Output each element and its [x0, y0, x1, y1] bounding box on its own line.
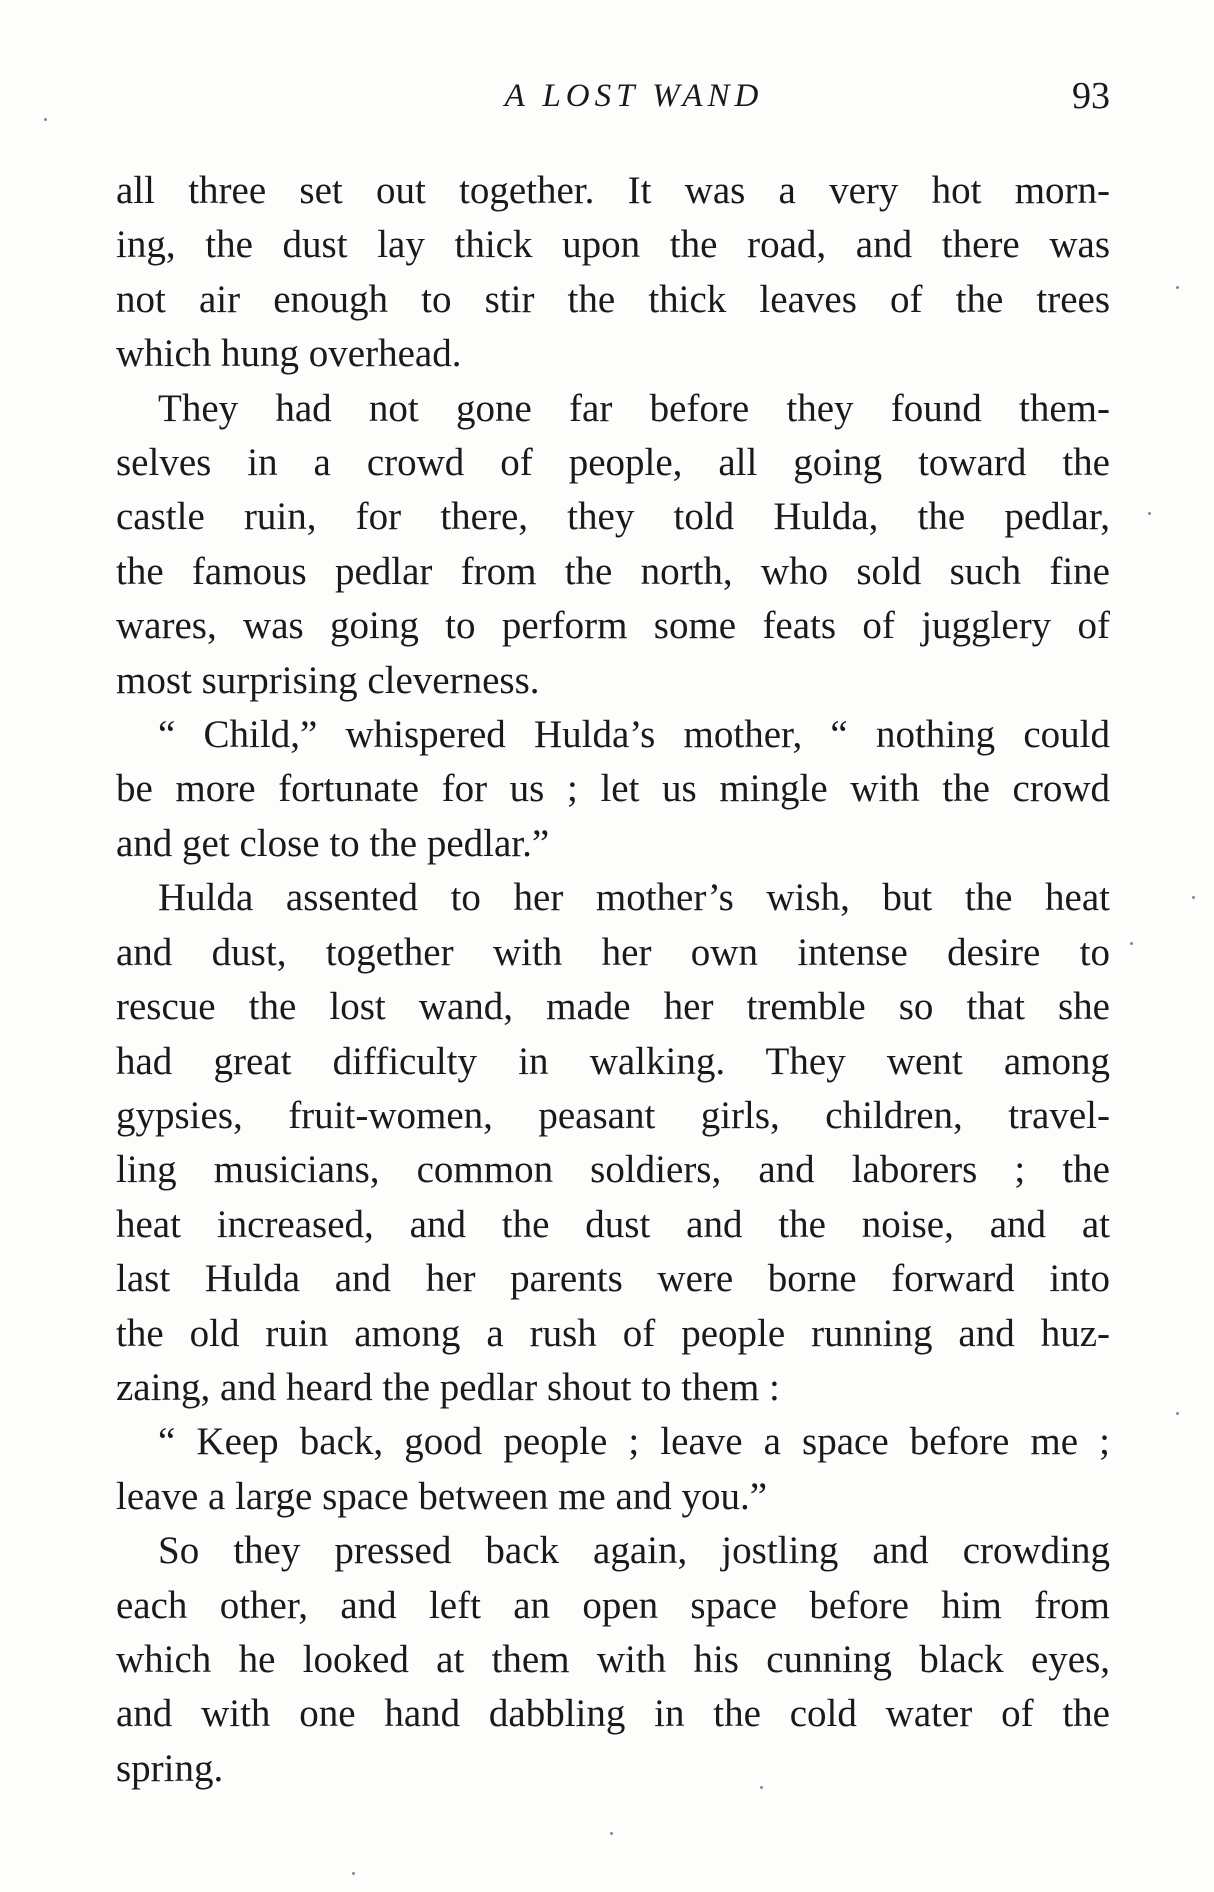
text-line: most surprising cleverness. [116, 658, 540, 702]
paper-speck [1148, 512, 1151, 515]
paper-speck [610, 1832, 613, 1835]
paper-speck [1176, 1412, 1179, 1415]
text-line: “ Child,” whispered Hulda’s mother, “ nothing could [158, 713, 1110, 757]
running-head [118, 75, 1110, 126]
text-line: last Hulda and her parents were borne forward into [116, 1257, 1110, 1301]
text-line: be more fortunate for us ; let us mingle with the crowd [116, 767, 1110, 811]
paper-speck [44, 118, 47, 121]
paragraph-1 [116, 164, 1110, 382]
text-line: Hulda assented to her mother’s wish, but the heat [158, 876, 1110, 920]
text-line: leave a large space between me and you.” [116, 1474, 768, 1518]
paragraph-6 [116, 1524, 1110, 1796]
text-line: selves in a crowd of people, all going toward the [116, 441, 1110, 485]
paper-speck [1176, 286, 1179, 289]
paragraph-3 [116, 708, 1110, 871]
text-line: gypsies, fruit-women, peasant girls, children, travel- [116, 1093, 1110, 1137]
body-text [116, 164, 1110, 1796]
text-line: So they pressed back again, jostling and crowding [158, 1529, 1110, 1573]
text-line: and with one hand dabbling in the cold water of the [116, 1692, 1110, 1736]
paper-speck [352, 1872, 355, 1875]
paper-speck [1192, 896, 1195, 899]
paragraph-5 [116, 1415, 1110, 1524]
text-line: rescue the lost wand, made her tremble so that she [116, 985, 1110, 1029]
text-line: the famous pedlar from the north, who sold such fine [116, 549, 1110, 593]
text-line: and dust, together with her own intense desire to [116, 930, 1110, 974]
page-number: 93 [1072, 75, 1110, 117]
paragraph-2 [116, 382, 1110, 708]
text-line: which hung overhead. [116, 332, 462, 376]
text-line: ing, the dust lay thick upon the road, and there was [116, 223, 1110, 267]
text-line: heat increased, and the dust and the noise, and at [116, 1202, 1110, 1246]
text-line: wares, was going to perform some feats of jugglery of [116, 604, 1110, 648]
text-line: the old ruin among a rush of people running and huz- [116, 1311, 1110, 1355]
text-line: spring. [116, 1746, 224, 1790]
text-line: ling musicians, common soldiers, and laborers ; the [116, 1148, 1110, 1192]
text-line: had great difficulty in walking. They went among [116, 1039, 1110, 1083]
text-line: They had not gone far before they found them- [158, 386, 1110, 430]
text-line: “ Keep back, good people ; leave a space before me ; [158, 1420, 1110, 1464]
paragraph-4 [116, 871, 1110, 1415]
text-line: not air enough to stir the thick leaves of the trees [116, 277, 1110, 321]
text-line: and get close to the pedlar.” [116, 821, 550, 865]
running-title: A LOST WAND [504, 78, 764, 114]
text-line: zaing, and heard the pedlar shout to them : [116, 1365, 780, 1409]
paper-speck [760, 1786, 763, 1789]
paper-speck [1130, 942, 1133, 945]
text-line: which he looked at them with his cunning black eyes, [116, 1637, 1110, 1681]
text-line: castle ruin, for there, they told Hulda, the pedlar, [116, 495, 1110, 539]
text-line: all three set out together. It was a very hot morn- [116, 169, 1110, 212]
text-line: each other, and left an open space before him from [116, 1583, 1110, 1627]
